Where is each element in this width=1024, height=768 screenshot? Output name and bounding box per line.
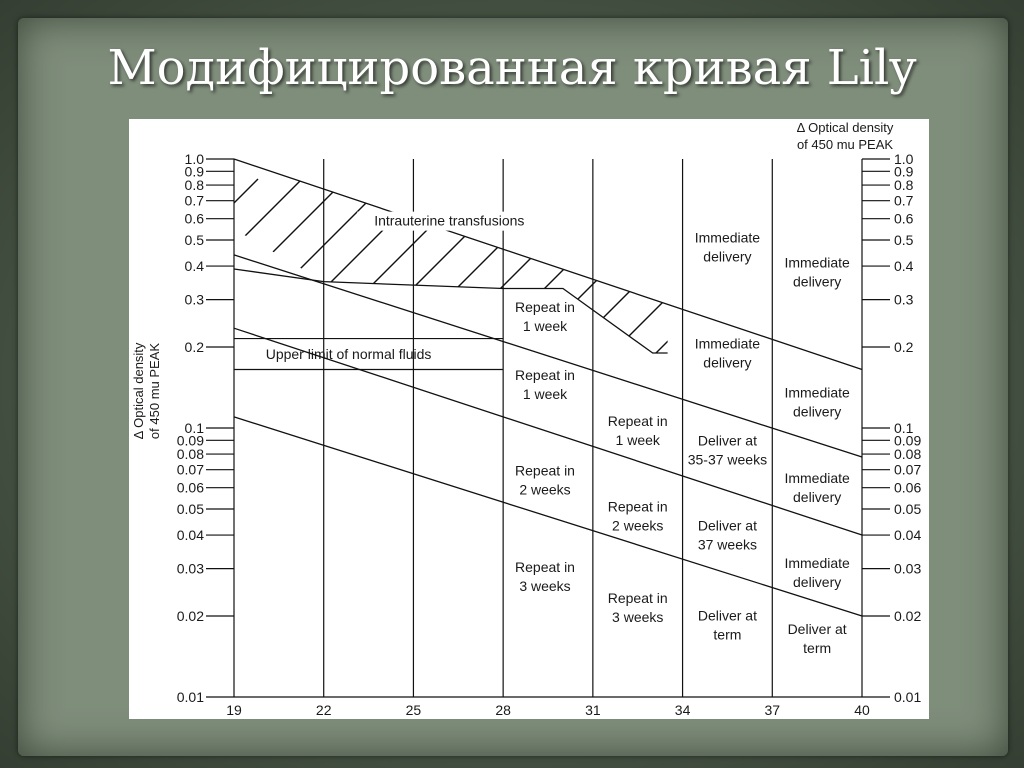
zone-annotation: 1 week (522, 386, 568, 403)
x-tick-label: 31 (585, 702, 601, 718)
zone-annotation: Repeat in (515, 298, 575, 315)
zone-boundary-line-3 (234, 269, 668, 353)
zone-annotation: Deliver at (697, 607, 757, 624)
zone-annotation: 3 weeks (612, 609, 664, 626)
zone-annotation: Immediate (784, 555, 850, 572)
zone-annotation: Repeat in (607, 412, 668, 429)
y-tick-label-right: 0.08 (894, 446, 922, 463)
y-tick-label-left: 0.04 (176, 527, 204, 544)
y-tick-label-right: 0.3 (894, 291, 914, 308)
zone-annotation: 35-37 weeks (687, 451, 768, 468)
zone-annotation: Repeat in (515, 559, 575, 576)
y-tick-label-left: 0.9 (184, 163, 204, 180)
y-tick-label-right: 0.7 (894, 192, 914, 209)
y-tick-label-left: 0.2 (184, 339, 204, 356)
y-tick-label-left: 0.09 (176, 432, 204, 449)
y-tick-label-right: 0.1 (894, 420, 914, 436)
y-axis-label-right: Δ Optical density (796, 120, 894, 135)
y-tick-label-left: 0.3 (184, 291, 204, 308)
y-tick-label-left: 0.8 (184, 177, 204, 194)
y-tick-label-left: 1.0 (184, 151, 204, 167)
zone-annotation: Immediate (784, 254, 850, 271)
zone-annotation: delivery (703, 354, 752, 371)
y-tick-label-right: 0.5 (894, 231, 914, 248)
zone-annotation: delivery (793, 273, 842, 290)
slide-title: Модифицированная кривая Lily (107, 40, 917, 96)
zone-annotation: Repeat in (607, 590, 668, 607)
zone-annotation: Repeat in (515, 462, 575, 479)
zone-annotation: term (803, 639, 832, 656)
y-axis-label-left: of 450 mu PEAK (147, 342, 162, 440)
y-tick-label-left: 0.02 (176, 608, 204, 625)
zone-boundary-line-4 (234, 328, 862, 535)
y-tick-label-right: 0.2 (894, 339, 914, 356)
zone-annotation: 2 weeks (612, 517, 664, 534)
zone-annotation: delivery (703, 248, 752, 265)
x-tick-label: 19 (226, 702, 242, 718)
y-tick-label-right: 0.6 (894, 210, 914, 227)
y-tick-label-right: 0.4 (894, 258, 914, 275)
y-tick-label-right: 0.02 (894, 608, 922, 625)
y-tick-label-left: 0.03 (176, 560, 204, 577)
x-tick-label: 22 (315, 702, 332, 718)
zone-annotation: Intrauterine transfusions (374, 212, 525, 229)
y-tick-label-right: 1.0 (894, 151, 914, 167)
zone-annotation: 1 week (615, 431, 660, 448)
zone-annotation: delivery (793, 489, 842, 506)
y-tick-label-right: 0.09 (894, 432, 922, 449)
y-tick-label-left: 0.5 (184, 231, 204, 248)
y-tick-label-right: 0.8 (894, 177, 914, 194)
y-tick-label-right: 0.05 (894, 500, 922, 517)
chart-panel (129, 119, 929, 719)
y-tick-label-left: 0.6 (184, 210, 204, 227)
zone-annotation: Deliver at (787, 620, 847, 637)
zone-annotation: Deliver at (697, 432, 757, 449)
zone-boundary-line-1 (234, 159, 862, 369)
y-tick-label-left: 0.4 (184, 258, 204, 275)
y-tick-label-right: 0.06 (894, 479, 922, 496)
zone-annotation: 1 week (522, 317, 568, 334)
y-axis-label-left: Δ Optical density (131, 342, 146, 440)
zone-annotation: Repeat in (515, 367, 575, 384)
zone-annotation: delivery (793, 403, 842, 420)
y-tick-label-left: 0.01 (176, 689, 204, 705)
hatch-line (410, 179, 610, 379)
zone-annotation: term (713, 626, 742, 643)
x-tick-label: 40 (854, 702, 870, 718)
y-tick-label-right: 0.01 (894, 689, 922, 705)
zone-annotation: 2 weeks (519, 481, 571, 498)
y-tick-label-left: 0.06 (176, 479, 204, 496)
lily-curve-chart (129, 119, 929, 719)
zone-annotation: Immediate (694, 229, 761, 246)
y-tick-label-left: 0.07 (176, 461, 204, 478)
x-tick-label: 28 (495, 702, 511, 718)
zone-annotation: Immediate (694, 335, 761, 352)
y-tick-label-left: 0.08 (176, 446, 204, 463)
y-axis-label-right: of 450 mu PEAK (796, 137, 894, 152)
y-tick-label-right: 0.03 (894, 560, 922, 577)
normal-fluids-label: Upper limit of normal fluids (265, 346, 432, 363)
y-tick-label-right: 0.07 (894, 461, 922, 478)
y-tick-label-right: 0.9 (894, 163, 914, 180)
zone-annotation: delivery (793, 574, 842, 591)
zone-annotation: Repeat in (607, 498, 668, 515)
y-tick-label-left: 0.05 (176, 500, 204, 517)
y-tick-label-left: 0.1 (184, 420, 204, 436)
zone-annotation: 37 weeks (697, 536, 758, 553)
y-tick-label-right: 0.04 (894, 527, 922, 544)
hatch-line (454, 179, 654, 379)
x-tick-label: 37 (764, 702, 781, 718)
x-tick-label: 34 (674, 702, 691, 718)
zone-annotation: 3 weeks (519, 578, 571, 595)
zone-annotation: Immediate (784, 384, 850, 401)
zone-annotation: Deliver at (697, 517, 757, 534)
x-tick-label: 25 (405, 702, 422, 718)
zone-annotation: Immediate (784, 470, 850, 487)
y-tick-label-left: 0.7 (184, 192, 204, 209)
